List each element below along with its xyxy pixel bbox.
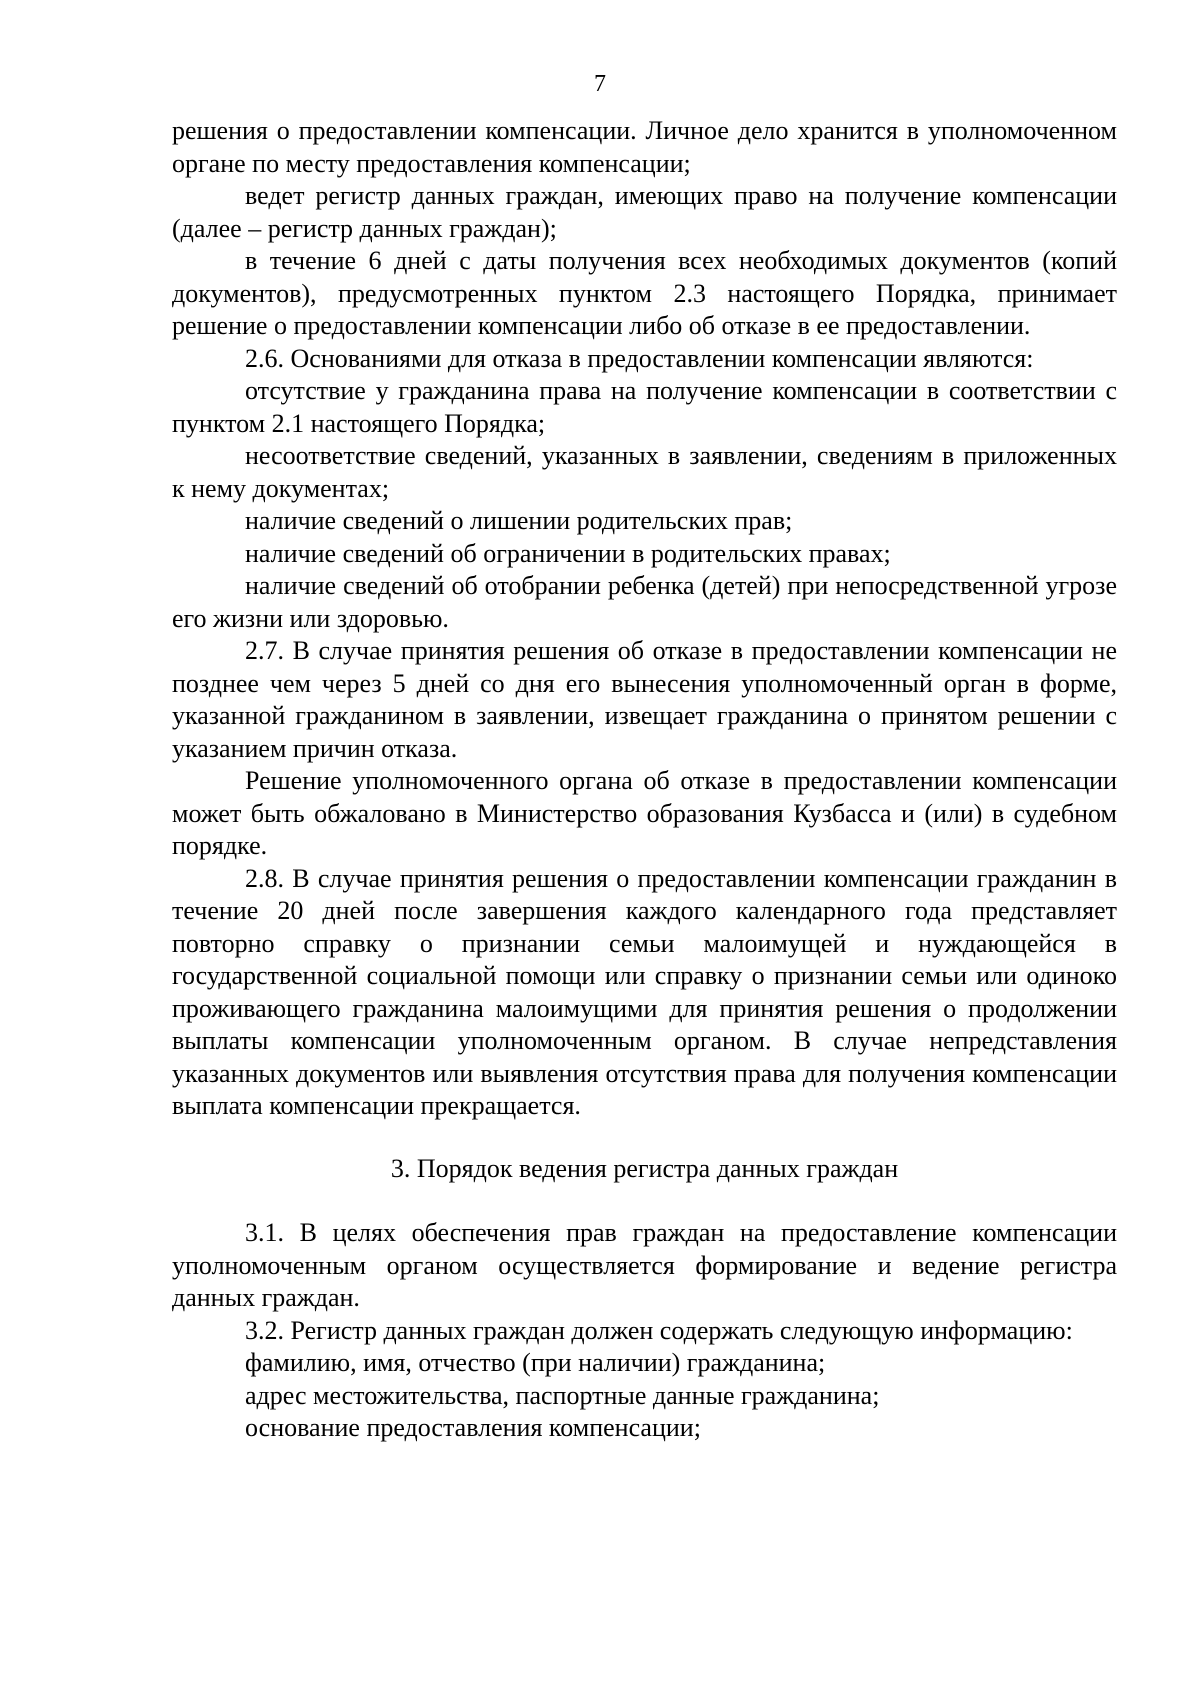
paragraph: 2.8. В случае принятия решения о предоставлении компенсации гражданин в течение 20 дней после завершения каждого календарного года представляет повторно справку о признании семьи малоимущей и нуждающейся в государственной социальной помощи или справку о признании семьи или одиноко проживающего гражданина малоимущими для принятия решения о продолжении выплаты компенсации уполномоченным органом. В случае непредставления указанных документов или выявления отсутствия права для получения компенсации выплата компенсации прекращается.: [172, 863, 1117, 1120]
paragraph: 2.6. Основаниями для отказа в предоставлении компенсации являются:: [245, 343, 1034, 373]
paragraph: несоответствие сведений, указанных в заявлении, сведениям в приложенных к нему документах;: [172, 441, 1117, 503]
paragraph: 3.2. Регистр данных граждан должен содержать следующую информацию:: [245, 1315, 1073, 1345]
section-heading: 3. Порядок ведения регистра данных граждан: [390, 1153, 899, 1183]
document-body: [172, 115, 1117, 1445]
paragraph: основание предоставления компенсации;: [245, 1413, 701, 1442]
paragraph: наличие сведений об ограничении в родительских правах;: [245, 538, 891, 568]
paragraph: ведет регистр данных граждан, имеющих право на получение компенсации (далее – регистр данных граждан);: [172, 181, 1117, 243]
paragraph: наличие сведений об отобрании ребенка (детей) при непосредственной угрозе его жизни или здоровью.: [172, 571, 1117, 633]
paragraph: 2.7. В случае принятия решения об отказе в предоставлении компенсации не позднее чем через 5 дней со дня его вынесения уполномоченный орган в форме, указанной гражданином в заявлении, извещает гражданина о принятом решении с указанием причин отказа.: [172, 636, 1117, 763]
paragraph: наличие сведений о лишении родительских прав;: [245, 506, 793, 535]
paragraph: адрес местожительства, паспортные данные гражданина;: [245, 1380, 880, 1410]
paragraph: Решение уполномоченного органа об отказе в предоставлении компенсации может быть обжаловано в Министерство образования Кузбасса и (или) в судебном порядке.: [172, 766, 1117, 860]
paragraph: 3.1. В целях обеспечения прав граждан на предоставление компенсации уполномоченным органом осуществляется формирование и ведение регистра данных граждан.: [172, 1218, 1117, 1312]
page-number: 7: [594, 71, 606, 97]
paragraph: решения о предоставлении компенсации. Личное дело хранится в уполномоченном органе по месту предоставления компенсации;: [172, 116, 1117, 178]
paragraph: в течение 6 дней с даты получения всех необходимых документов (копий документов), предусмотренных пунктом 2.3 настоящего Порядка, принимает решение о предоставлении компенсации либо об отказе в ее предоставлении.: [172, 246, 1117, 340]
paragraph: фамилию, имя, отчество (при наличии) гражданина;: [245, 1348, 826, 1377]
paragraph: отсутствие у гражданина права на получение компенсации в соответствии с пунктом 2.1 настоящего Порядка;: [172, 376, 1117, 438]
